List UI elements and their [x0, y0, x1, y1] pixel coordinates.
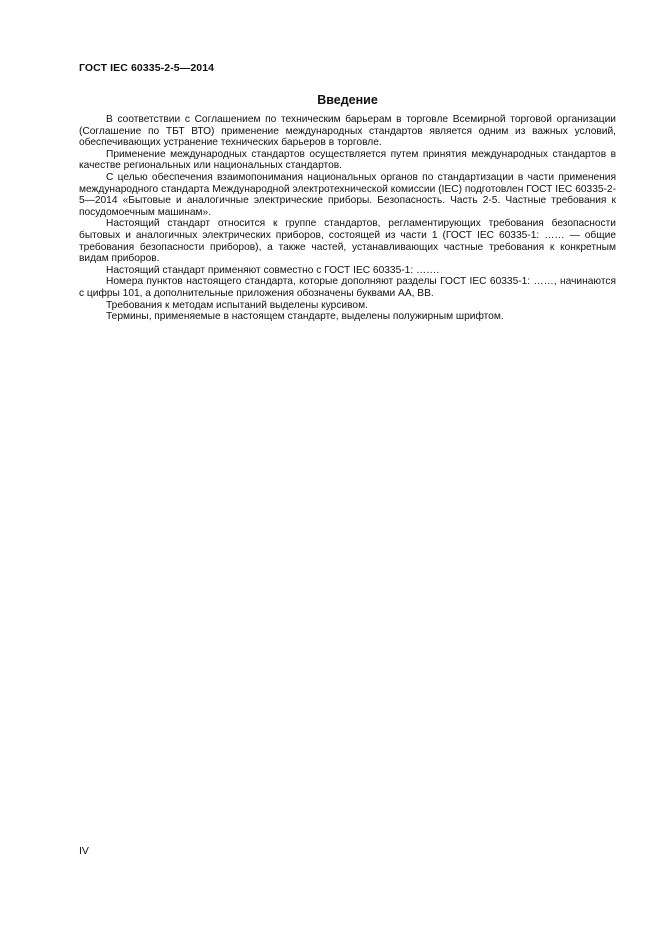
paragraph: Термины, применяемые в настоящем стандарте, выделены полужирным шрифтом.: [106, 311, 504, 323]
page-number: IV: [79, 845, 89, 857]
introduction-body: [79, 114, 616, 323]
paragraph: С целью обеспечения взаимопонимания национальных органов по стандартизации в части применения международного стандарта Международной электротехнической комиссии (IEC) подготовлен ГОСТ IEC 60335-2-5—2014 «Бытовые и аналогичные электрические приборы. Безопасность. Часть 2-5. Частные требования к посудомоечным машинам».: [79, 171, 616, 218]
section-title: Введение: [317, 93, 378, 107]
paragraph: Применение международных стандартов осуществляется путем принятия международных стандартов в качестве региональных или национальных стандартов.: [79, 148, 616, 172]
paragraph: Номера пунктов настоящего стандарта, которые дополняют разделы ГОСТ IEC 60335-1: ……, начинаются с цифры 101, а дополнительные приложения обозначены буквами АА, ВВ.: [79, 276, 616, 299]
paragraph: В соответствии с Соглашением по техническим барьерам в торговле Всемирной торговой организации (Соглашение по ТБТ ВТО) применение международных стандартов является одним из важных условий, обеспечивающих устранение технических барьеров в торговле.: [79, 114, 616, 149]
paragraph: Настоящий стандарт относится к группе стандартов, регламентирующих требования безопасности бытовых и аналогичных электрических приборов, состоящей из части 1 (ГОСТ IEC 60335-1: …… — общие требования безопасности приборов), а также частей, устанавливающих частные требования к конкретным видам приборов.: [79, 218, 616, 265]
document-header: ГОСТ IEC 60335-2-5—2014: [79, 62, 215, 74]
paragraph: Настоящий стандарт применяют совместно с ГОСТ IEC 60335-1: …….: [106, 264, 440, 276]
paragraph: Требования к методам испытаний выделены курсивом.: [106, 299, 368, 311]
